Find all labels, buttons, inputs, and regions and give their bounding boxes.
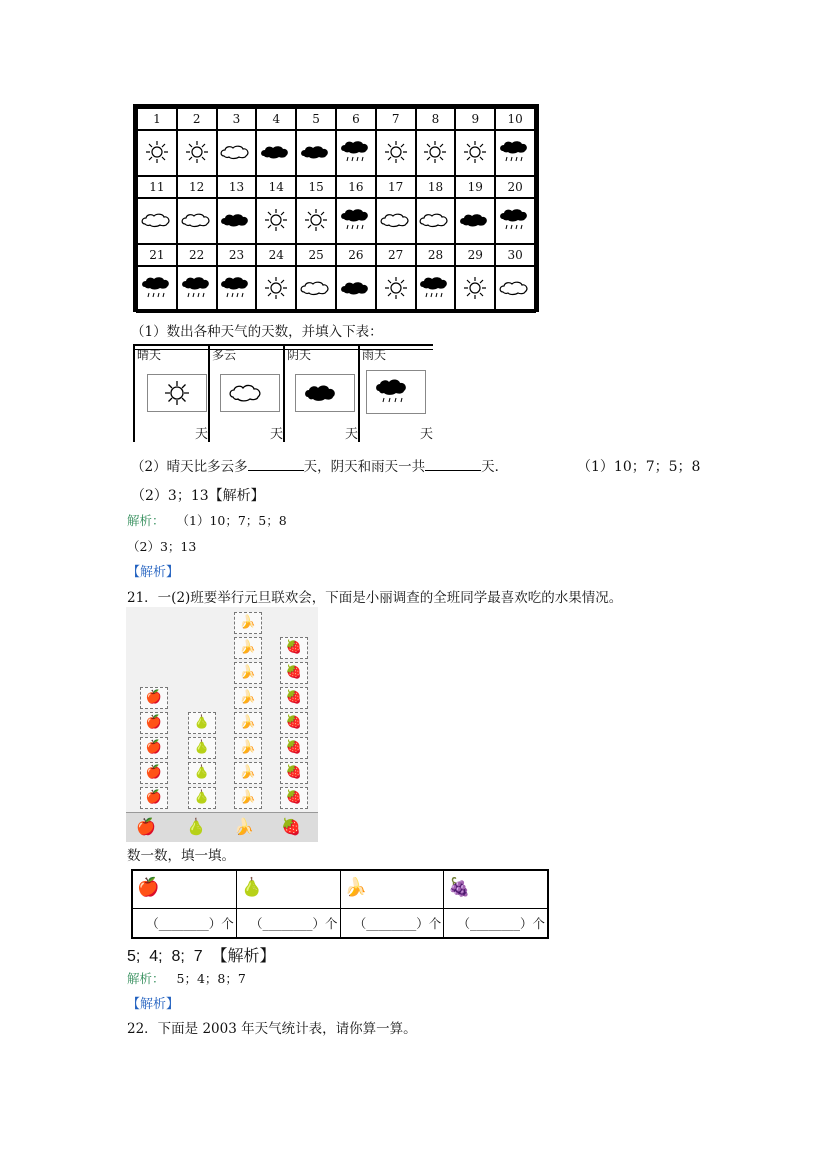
banana-stamp: 🍌 bbox=[234, 637, 262, 659]
question-22-text bbox=[127, 1023, 417, 1037]
analysis-tag: 【解析】 bbox=[127, 565, 180, 580]
cloud-icon bbox=[495, 266, 535, 312]
answer-line: （2）3；13【解析】 bbox=[131, 488, 265, 504]
count-unit: 天 bbox=[345, 427, 359, 442]
calendar-day-row bbox=[137, 108, 535, 130]
q2-part-b: 天，阴天和雨天一共 bbox=[303, 459, 426, 475]
cloud-icon bbox=[177, 198, 217, 244]
analysis-block-21 bbox=[127, 973, 246, 986]
banana-stamp: 🍌 bbox=[234, 662, 262, 684]
question-1-text: （1）数出各种天气的天数，并填入下表： bbox=[131, 324, 383, 340]
calendar-day-number: 11 bbox=[137, 176, 177, 198]
question-21-text bbox=[127, 592, 622, 606]
fruit-blank-apple[interactable]: （________）个 bbox=[133, 909, 237, 938]
calendar-day-number: 15 bbox=[296, 176, 336, 198]
weather-calendar-table bbox=[136, 107, 536, 313]
calendar-day-number: 7 bbox=[376, 108, 416, 130]
sun-icon bbox=[376, 130, 416, 176]
grape-icon: 🍇 bbox=[448, 877, 471, 898]
overcast-icon bbox=[296, 130, 336, 176]
cloud-icon bbox=[376, 198, 416, 244]
calendar-day-number: 3 bbox=[217, 108, 257, 130]
pear-stamp: 🍐 bbox=[188, 737, 216, 759]
calendar-day-number: 8 bbox=[416, 108, 456, 130]
sun-icon bbox=[256, 266, 296, 312]
calendar-day-number: 1 bbox=[137, 108, 177, 130]
weather-calendar bbox=[133, 104, 539, 312]
overcast-icon bbox=[336, 266, 376, 312]
strawberry-stamp: 🍓 bbox=[280, 712, 308, 734]
sun-icon bbox=[455, 266, 495, 312]
strawberry-stamp: 🍓 bbox=[280, 787, 308, 809]
strawberry-stamp: 🍓 bbox=[280, 762, 308, 784]
count-cell-sunny bbox=[133, 344, 210, 442]
sun-icon bbox=[376, 266, 416, 312]
fruit-blank-grape[interactable]: （________）个 bbox=[444, 909, 548, 938]
calendar-day-number: 18 bbox=[416, 176, 456, 198]
fruit-pictograph bbox=[126, 607, 318, 841]
sun-icon bbox=[137, 130, 177, 176]
fruit-cell-pear bbox=[236, 871, 340, 909]
calendar-day-number: 19 bbox=[455, 176, 495, 198]
banana-stamp: 🍌 bbox=[234, 762, 262, 784]
pear-icon: 🍐 bbox=[186, 817, 206, 836]
strawberry-icon: 🍓 bbox=[281, 817, 301, 836]
apple-stamp: 🍎 bbox=[140, 787, 168, 809]
calendar-day-number: 4 bbox=[256, 108, 296, 130]
apple-stamp: 🍎 bbox=[140, 687, 168, 709]
apple-icon: 🍎 bbox=[136, 817, 156, 836]
analysis-label: 解析： bbox=[127, 972, 165, 986]
count-unit: 天 bbox=[270, 427, 284, 442]
calendar-weather-row bbox=[137, 198, 535, 244]
fruit-blank-banana[interactable]: （________）个 bbox=[340, 909, 444, 938]
apple-stamp: 🍎 bbox=[140, 712, 168, 734]
overcast-icon bbox=[256, 130, 296, 176]
count-cell-overcast bbox=[283, 344, 360, 442]
instruction: 数一数，填一填。 bbox=[127, 848, 235, 864]
question-2-line bbox=[131, 461, 508, 475]
banana-icon: 🍌 bbox=[234, 817, 254, 836]
count-cell-rainy bbox=[358, 344, 435, 442]
calendar-day-number: 28 bbox=[416, 244, 456, 266]
banana-icon: 🍌 bbox=[344, 877, 367, 898]
apple-stamp: 🍎 bbox=[140, 762, 168, 784]
sun-icon bbox=[455, 130, 495, 176]
calendar-day-row bbox=[137, 244, 535, 266]
calendar-day-number: 17 bbox=[376, 176, 416, 198]
count-header-cloudy: 多云 bbox=[212, 348, 237, 362]
calendar-day-number: 21 bbox=[137, 244, 177, 266]
fruit-cell-apple bbox=[133, 871, 237, 909]
calendar-day-number: 30 bbox=[495, 244, 535, 266]
inline-answer: （1）10；7；5；8 bbox=[577, 459, 701, 475]
calendar-day-number: 23 bbox=[217, 244, 257, 266]
q2-part-c: 天． bbox=[481, 459, 509, 475]
q2-blank-1[interactable] bbox=[248, 470, 304, 471]
rain-icon bbox=[495, 130, 535, 176]
banana-stamp: 🍌 bbox=[234, 687, 262, 709]
strawberry-stamp: 🍓 bbox=[280, 737, 308, 759]
count-header-rainy: 雨天 bbox=[362, 348, 387, 362]
calendar-day-number: 13 bbox=[217, 176, 257, 198]
analysis-part-1: （1）10；7；5；8 bbox=[176, 513, 287, 528]
weather-count-table bbox=[133, 344, 433, 442]
calendar-day-number: 5 bbox=[296, 108, 336, 130]
banana-stamp: 🍌 bbox=[234, 787, 262, 809]
rain-icon bbox=[366, 370, 426, 414]
apple-stamp: 🍎 bbox=[140, 737, 168, 759]
cloud-icon bbox=[217, 130, 257, 176]
cloud-icon bbox=[416, 198, 456, 244]
calendar-day-number: 29 bbox=[455, 244, 495, 266]
analysis-label: 解析： bbox=[127, 514, 165, 528]
calendar-day-number: 9 bbox=[455, 108, 495, 130]
calendar-day-number: 25 bbox=[296, 244, 336, 266]
fruit-cell-banana bbox=[340, 871, 444, 909]
calendar-day-number: 14 bbox=[256, 176, 296, 198]
analysis-21: 5；4；8；7 bbox=[176, 971, 246, 986]
calendar-day-number: 6 bbox=[336, 108, 376, 130]
cloud-icon bbox=[296, 266, 336, 312]
calendar-day-number: 24 bbox=[256, 244, 296, 266]
question-21-prompt: 21．一(2)班要举行元旦联欢会，下面是小丽调查的全班同学最喜欢吃的水果情况。 bbox=[127, 590, 623, 606]
analysis-part-2: （2）3；13 bbox=[127, 539, 197, 554]
calendar-day-row bbox=[137, 176, 535, 198]
calendar-day-number: 12 bbox=[177, 176, 217, 198]
calendar-day-number: 2 bbox=[177, 108, 217, 130]
calendar-day-number: 16 bbox=[336, 176, 376, 198]
fruit-count-table bbox=[131, 869, 549, 939]
sun-icon bbox=[416, 130, 456, 176]
rain-icon bbox=[416, 266, 456, 312]
fruit-count-grid bbox=[132, 870, 548, 938]
fruit-cell-grape bbox=[444, 871, 548, 909]
analysis-block-1 bbox=[127, 515, 287, 528]
overcast-icon bbox=[295, 374, 355, 412]
count-unit: 天 bbox=[420, 427, 434, 442]
rain-icon bbox=[217, 266, 257, 312]
count-header-overcast: 阴天 bbox=[287, 348, 312, 362]
apple-icon: 🍎 bbox=[137, 877, 160, 898]
calendar-weather-row bbox=[137, 266, 535, 312]
pear-stamp: 🍐 bbox=[188, 787, 216, 809]
rain-icon bbox=[495, 198, 535, 244]
fruit-blank-pear[interactable]: （________）个 bbox=[236, 909, 340, 938]
calendar-day-number: 26 bbox=[336, 244, 376, 266]
cloud-icon bbox=[220, 374, 280, 412]
calendar-day-number: 10 bbox=[495, 108, 535, 130]
count-header-sunny: 晴天 bbox=[137, 348, 162, 362]
overcast-icon bbox=[217, 198, 257, 244]
cloud-icon bbox=[137, 198, 177, 244]
q2-part-a: （2）晴天比多云多 bbox=[131, 459, 248, 475]
calendar-weather-row bbox=[137, 130, 535, 176]
rain-icon bbox=[177, 266, 217, 312]
strawberry-stamp: 🍓 bbox=[280, 662, 308, 684]
count-cell-cloudy bbox=[208, 344, 285, 442]
question-21-answer: 5; 4; 8; 7 【解析】 bbox=[127, 948, 276, 965]
calendar-day-number: 27 bbox=[376, 244, 416, 266]
count-unit: 天 bbox=[195, 427, 209, 442]
banana-stamp: 🍌 bbox=[234, 737, 262, 759]
sun-icon bbox=[256, 198, 296, 244]
question-22-prompt: 22．下面是 2003 年天气统计表，请你算一算。 bbox=[127, 1021, 417, 1037]
pear-stamp: 🍐 bbox=[188, 762, 216, 784]
rain-icon bbox=[137, 266, 177, 312]
banana-stamp: 🍌 bbox=[234, 612, 262, 634]
pear-stamp: 🍐 bbox=[188, 712, 216, 734]
calendar-day-number: 22 bbox=[177, 244, 217, 266]
pear-icon: 🍐 bbox=[240, 877, 264, 898]
rain-icon bbox=[336, 198, 376, 244]
q2-blank-2[interactable] bbox=[425, 470, 481, 471]
sun-icon bbox=[147, 374, 207, 412]
sun-icon bbox=[177, 130, 217, 176]
rain-icon bbox=[336, 130, 376, 176]
calendar-day-number: 20 bbox=[495, 176, 535, 198]
sun-icon bbox=[296, 198, 336, 244]
strawberry-stamp: 🍓 bbox=[280, 687, 308, 709]
analysis-tag-21: 【解析】 bbox=[127, 997, 180, 1012]
overcast-icon bbox=[455, 198, 495, 244]
strawberry-stamp: 🍓 bbox=[280, 637, 308, 659]
banana-stamp: 🍌 bbox=[234, 712, 262, 734]
